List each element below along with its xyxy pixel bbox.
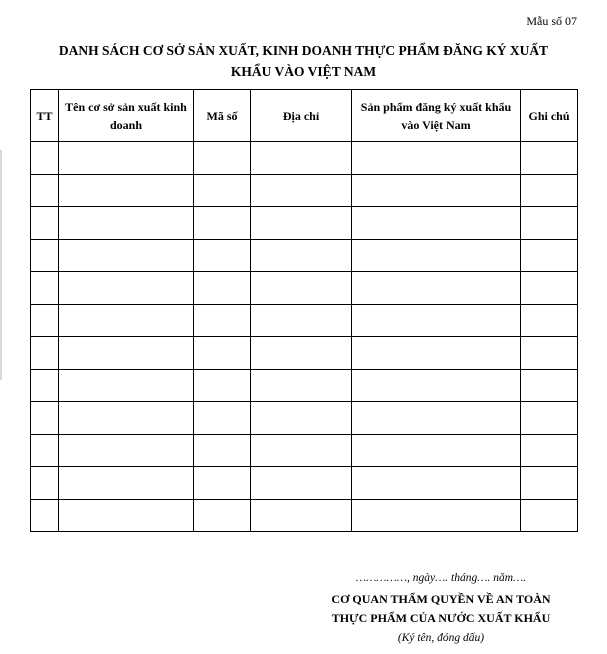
table-cell — [31, 207, 59, 240]
table-cell — [352, 142, 521, 175]
table-cell — [194, 402, 251, 435]
table-cell — [59, 304, 194, 337]
table-cell — [352, 434, 521, 467]
table-cell — [352, 337, 521, 370]
date-line: ……………, ngày…. tháng…. năm…. — [355, 572, 527, 584]
table-cell — [194, 499, 251, 532]
table-cell — [521, 337, 578, 370]
table-cell — [521, 142, 578, 175]
table-cell — [59, 207, 194, 240]
table-cell — [59, 272, 194, 305]
table-cell — [31, 499, 59, 532]
table-cell — [251, 499, 352, 532]
table-row — [31, 207, 578, 240]
table-cell — [251, 369, 352, 402]
table-cell — [194, 337, 251, 370]
header-registered-products: Sản phẩm đăng ký xuất khẩu vào Việt Nam — [352, 90, 521, 142]
table-cell — [352, 499, 521, 532]
signature-block — [300, 569, 582, 647]
table-cell — [521, 174, 578, 207]
document-title — [30, 40, 577, 82]
table-cell — [521, 207, 578, 240]
header-establishment-name: Tên cơ sở sản xuất kinh doanh — [59, 90, 194, 142]
header-code: Mã số — [194, 90, 251, 142]
table-cell — [251, 467, 352, 500]
table-cell — [31, 467, 59, 500]
table-cell — [194, 142, 251, 175]
table-cell — [521, 304, 578, 337]
authority-name — [300, 590, 582, 628]
table-row — [31, 369, 578, 402]
table-cell — [251, 304, 352, 337]
table-cell — [194, 467, 251, 500]
table-row — [31, 402, 578, 435]
table-cell — [521, 499, 578, 532]
header-tt: TT — [31, 90, 59, 142]
table-cell — [352, 402, 521, 435]
table-cell — [251, 272, 352, 305]
table-cell — [251, 337, 352, 370]
table-cell — [521, 272, 578, 305]
table-row — [31, 239, 578, 272]
page-edge-shadow — [0, 150, 2, 380]
table-row — [31, 467, 578, 500]
table-cell — [521, 402, 578, 435]
table-cell — [194, 369, 251, 402]
table-row — [31, 499, 578, 532]
table-cell — [251, 434, 352, 467]
header-address: Địa chỉ — [251, 90, 352, 142]
table-cell — [59, 174, 194, 207]
table-cell — [352, 207, 521, 240]
table-cell — [31, 272, 59, 305]
table-row — [31, 434, 578, 467]
table-cell — [31, 304, 59, 337]
authority-name-line-1: CƠ QUAN THẨM QUYỀN VỀ AN TOÀN — [331, 592, 551, 606]
table-cell — [352, 467, 521, 500]
table-cell — [59, 337, 194, 370]
table-cell — [352, 369, 521, 402]
table-cell — [194, 207, 251, 240]
table-row — [31, 142, 578, 175]
table-cell — [31, 369, 59, 402]
table-cell — [251, 239, 352, 272]
table-cell — [59, 142, 194, 175]
authority-name-line-2: THỰC PHẨM CỦA NƯỚC XUẤT KHẨU — [331, 611, 551, 625]
table-cell — [59, 369, 194, 402]
table-cell — [31, 434, 59, 467]
table-cell — [31, 174, 59, 207]
table-row — [31, 337, 578, 370]
table-cell — [59, 402, 194, 435]
form-code: Mẫu số 07 — [526, 14, 577, 28]
table-cell — [194, 272, 251, 305]
table-cell — [59, 499, 194, 532]
document-title-line-1: DANH SÁCH CƠ SỞ SẢN XUẤT, KINH DOANH THỰC PHẨM ĐĂNG KÝ XUẤT — [58, 43, 549, 58]
table-cell — [521, 239, 578, 272]
table-row — [31, 304, 578, 337]
table-cell — [31, 142, 59, 175]
table-cell — [251, 207, 352, 240]
table-cell — [352, 304, 521, 337]
table-cell — [251, 402, 352, 435]
header-notes: Ghi chú — [521, 90, 578, 142]
table-cell — [251, 142, 352, 175]
table-cell — [521, 369, 578, 402]
table-cell — [352, 174, 521, 207]
table-cell — [251, 174, 352, 207]
table-cell — [352, 239, 521, 272]
table-cell — [59, 239, 194, 272]
table-cell — [31, 337, 59, 370]
document-title-line-2: KHẨU VÀO VIỆT NAM — [230, 64, 377, 79]
table-cell — [521, 467, 578, 500]
table-cell — [59, 467, 194, 500]
table-cell — [521, 434, 578, 467]
establishment-list-table — [30, 89, 578, 532]
table-cell — [194, 174, 251, 207]
table-row — [31, 272, 578, 305]
table-body — [31, 142, 578, 532]
table-cell — [59, 434, 194, 467]
sign-note: (Ký tên, đóng dấu) — [397, 632, 485, 644]
table-cell — [194, 434, 251, 467]
table-row — [31, 174, 578, 207]
table-cell — [194, 239, 251, 272]
table-cell — [352, 272, 521, 305]
table-header-row — [31, 90, 578, 142]
table-cell — [31, 239, 59, 272]
table-cell — [194, 304, 251, 337]
table-cell — [31, 402, 59, 435]
